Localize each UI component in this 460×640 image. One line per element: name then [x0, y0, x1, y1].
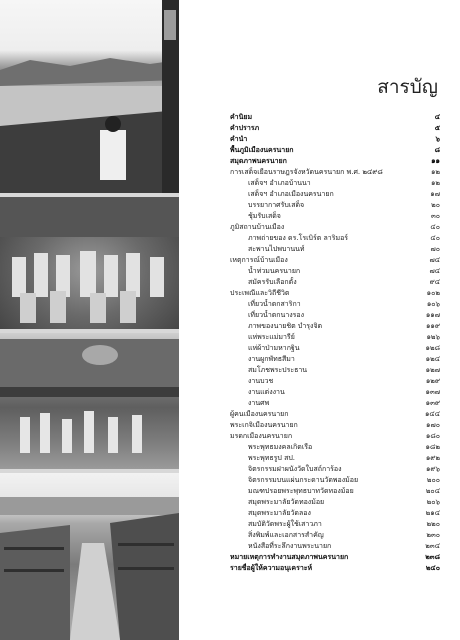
toc-entry-title: รายชื่อผู้ให้ความอนุเคราะห์	[230, 564, 313, 572]
photo-column	[0, 0, 179, 640]
group-portrait-photo	[0, 197, 179, 329]
toc-entry-page: ๑๙๒	[425, 454, 440, 462]
toc-entry[interactable]	[230, 343, 440, 354]
toc-entry[interactable]	[230, 277, 440, 288]
toc-entry-page: ๑๗๐	[426, 421, 440, 429]
toc-entry-title: พื้นภูมิเมืองนครนายก	[230, 146, 294, 154]
toc-entry-page: ๒๔๐	[425, 564, 440, 572]
toc-entry[interactable]	[230, 475, 440, 486]
toc-entry[interactable]	[230, 387, 440, 398]
toc-entry-title: ผู้คนเมืองนครนายก	[230, 410, 289, 418]
toc-entry-page: ๙๔	[429, 278, 440, 286]
toc-entry[interactable]	[230, 134, 440, 145]
toc-entry-title: งานบวช	[248, 377, 274, 385]
toc-entry-title: งานศพ	[248, 399, 270, 407]
toc-entry-title: แห่ผ้าป่ามหากฐิน	[248, 344, 300, 352]
toc-entry-title: พระเกจิเมืองนครนายก	[230, 421, 298, 429]
toc-entry-title: ภาพของนายชิต บำรุงจิต	[248, 322, 323, 330]
toc-entry[interactable]	[230, 178, 440, 189]
toc-entry-page: ๗๐	[430, 245, 440, 253]
toc-entry-page: ๒๐๐	[426, 476, 440, 484]
toc-entry[interactable]	[230, 189, 440, 200]
toc-entry-page: ๑๘๐	[425, 432, 440, 440]
town-street-drawing	[0, 473, 179, 640]
toc-entry[interactable]	[230, 409, 440, 420]
toc-entry-page: ๑๓๗	[425, 388, 440, 396]
toc-entry-page: ๑๒	[430, 168, 440, 176]
toc-entry-title: เที่ยวน้ำตกนางรอง	[248, 311, 305, 319]
toc-entry-page: ๑๒๘	[425, 344, 440, 352]
group-portrait-drawing	[0, 197, 179, 329]
toc-entry-page: ๒๐	[431, 201, 440, 209]
toc-entry-page: ๘	[434, 146, 440, 154]
toc-entry-title: สมุดภาพนครนายก	[230, 157, 287, 165]
toc-entry-title: สมุดพระมาลัยวัดทองม้อย	[248, 498, 325, 506]
toc-entry[interactable]	[230, 299, 440, 310]
toc-entry-title: บรรยากาศรับเสด็จ	[248, 201, 305, 209]
toc-entry-title: เสด็จฯ อำเภอเมืองนครนายก	[248, 190, 334, 198]
toc-entry-title: งานแต่งงาน	[248, 388, 285, 396]
toc-entry-title: ภูมิสถานบ้านเมือง	[230, 223, 285, 231]
toc-entry-page: ๗๔	[429, 256, 440, 264]
toc-entry-title: น้ำท่วมนครนายก	[248, 267, 301, 275]
toc-entry[interactable]	[230, 497, 440, 508]
toc-entry-page: ๒๓๐	[426, 531, 440, 539]
toc-entry[interactable]	[230, 486, 440, 497]
toc-entry-page: ๒๐๖	[426, 498, 440, 506]
toc-entry[interactable]	[230, 156, 440, 167]
village-gathering-drawing	[0, 333, 179, 469]
toc-entry[interactable]	[230, 453, 440, 464]
toc-entry-title: เสด็จฯ อำเภอบ้านนา	[248, 179, 311, 187]
toc-entry-title: หนังสือที่ระลึกงานพระนายก	[248, 542, 332, 550]
toc-entry-title: งานผูกพัทธสีมา	[248, 355, 295, 363]
toc-entry[interactable]	[230, 354, 440, 365]
toc-entry[interactable]	[230, 376, 440, 387]
toc-entry-title: เหตุการณ์บ้านเมือง	[230, 256, 288, 264]
toc-entry-title: พระพุทธมงคลเกิดเรือ	[248, 443, 313, 451]
toc-entry-title: การเสด็จเยือนราษฎรจังหวัดนครนายก พ.ศ. ๒๔๙๘	[230, 168, 383, 176]
toc-entry-page: ๗๔	[429, 267, 440, 275]
toc-title: สารบัญ	[377, 76, 438, 98]
toc-entry-title: ประเพณีและวิถีชีวิต	[230, 289, 290, 297]
toc-entry-title: มรดกเมืองนครนายก	[230, 432, 293, 440]
toc-entry[interactable]	[230, 552, 440, 563]
toc-entry[interactable]	[230, 167, 440, 178]
toc-entry-page: ๑๒	[430, 179, 440, 187]
toc-entry-page: ๑๘๒	[425, 443, 440, 451]
toc-entry-page: ๑๑๗	[425, 311, 440, 319]
toc-entry-title: จิตรกรรมฝาผนังวัดใบสถ์การ้อง	[248, 465, 342, 473]
toc-entry[interactable]	[230, 365, 440, 376]
town-street-photo	[0, 473, 179, 640]
toc-entry-title: ภาพถ่ายของ ดร.โรเบิร์ต ลาริมอร์	[248, 234, 349, 242]
toc-entry[interactable]	[230, 541, 440, 552]
toc-entry-page: ๑๑๙	[425, 322, 440, 330]
toc-entry[interactable]	[230, 200, 440, 211]
toc-entry-page: ๑๙๖	[425, 465, 440, 473]
toc-entry-page: ๑๐๒	[426, 289, 440, 297]
toc-entry-title: แห่พระแม่มารีย์	[248, 333, 295, 341]
toc-entry-title: คำปรารภ	[230, 124, 260, 132]
village-gathering-photo	[0, 333, 179, 469]
toc-entry-page: ๑๓๙	[425, 399, 440, 407]
toc-entry-title: คำนำ	[230, 135, 248, 143]
toc-entry[interactable]	[230, 519, 440, 530]
toc-entry[interactable]	[230, 288, 440, 299]
toc-entry-page: ๒๓๘	[425, 553, 440, 561]
toc-entry[interactable]	[230, 266, 440, 277]
toc-entry[interactable]	[230, 508, 440, 519]
toc-entry-page: ๑๑	[431, 157, 440, 165]
toc-entry-title: คำนิยม	[230, 113, 253, 121]
toc-entry-page: ๑๒๙	[425, 377, 440, 385]
toc-entry-page: ๒๓๔	[425, 542, 440, 550]
toc-entry[interactable]	[230, 464, 440, 475]
toc-entry-page: ๑๗	[430, 190, 440, 198]
toc-entry[interactable]	[230, 310, 440, 321]
table-of-contents	[230, 112, 440, 574]
landscape-drawing	[0, 0, 179, 193]
toc-entry[interactable]	[230, 431, 440, 442]
toc-entry-title: สิ่งพิมพ์และเอกสารสำคัญ	[248, 531, 324, 539]
toc-entry-page: ๔๐	[430, 234, 440, 242]
toc-entry-page: ๕	[434, 124, 440, 132]
toc-entry-page: ๒๐๔	[425, 487, 440, 495]
toc-entry-title: สะพานไปพบานนท์	[248, 245, 305, 253]
toc-entry-page: ๑๒๖	[426, 333, 440, 341]
toc-entry-title: สมุดพระมาลัยวัดลอง	[248, 509, 311, 517]
toc-entry-page: ๑๒๗	[425, 366, 440, 374]
toc-entry[interactable]	[230, 211, 440, 222]
toc-entry-page: ๔๐	[430, 223, 440, 231]
toc-entry-title: สมัครรับเลือกตั้ง	[248, 278, 297, 286]
toc-entry[interactable]	[230, 123, 440, 134]
toc-entry-page: ๑๒๔	[425, 355, 440, 363]
toc-entry-page: ๒๑๔	[425, 509, 440, 517]
toc-entry[interactable]	[230, 222, 440, 233]
toc-entry-title: มณฑปรอยพระพุทธบาทวัดทองม้อย	[248, 487, 354, 495]
toc-entry[interactable]	[230, 530, 440, 541]
toc-entry-title: พระพุทธรูป สป.	[248, 454, 296, 462]
toc-entry-title: หมายเหตุการทำงานสมุดภาพนครนายก	[230, 553, 349, 561]
toc-entry-page: ๔	[434, 113, 440, 121]
toc-entry[interactable]	[230, 420, 440, 431]
toc-entry-title: จิตรกรรมบนแผ่นกระดานวัดพองม้อย	[248, 476, 359, 484]
toc-entry[interactable]	[230, 255, 440, 266]
toc-entry-title: เที่ยวน้ำตกสาริกา	[248, 300, 301, 308]
toc-entry-title: สมบัติวัดพระผู้ใช้เสาวภา	[248, 520, 322, 528]
landscape-photo	[0, 0, 179, 193]
toc-entry[interactable]	[230, 244, 440, 255]
toc-entry-page: ๒๒๐	[426, 520, 440, 528]
toc-entry[interactable]	[230, 321, 440, 332]
toc-entry[interactable]	[230, 563, 440, 574]
toc-entry-title: ชุ้มรับเสด็จ	[248, 212, 281, 220]
toc-entry-page: ๑๐๖	[426, 300, 440, 308]
toc-entry[interactable]	[230, 233, 440, 244]
toc-entry[interactable]	[230, 145, 440, 156]
toc-entry[interactable]	[230, 332, 440, 343]
toc-entry[interactable]	[230, 398, 440, 409]
toc-entry-page: ๖	[435, 135, 440, 143]
toc-entry-page: ๑๔๔	[424, 410, 440, 418]
toc-entry-page: ๓๐	[430, 212, 440, 220]
toc-entry-title: สมโภชพระประธาน	[248, 366, 308, 374]
toc-entry[interactable]	[230, 112, 440, 123]
toc-entry[interactable]	[230, 442, 440, 453]
